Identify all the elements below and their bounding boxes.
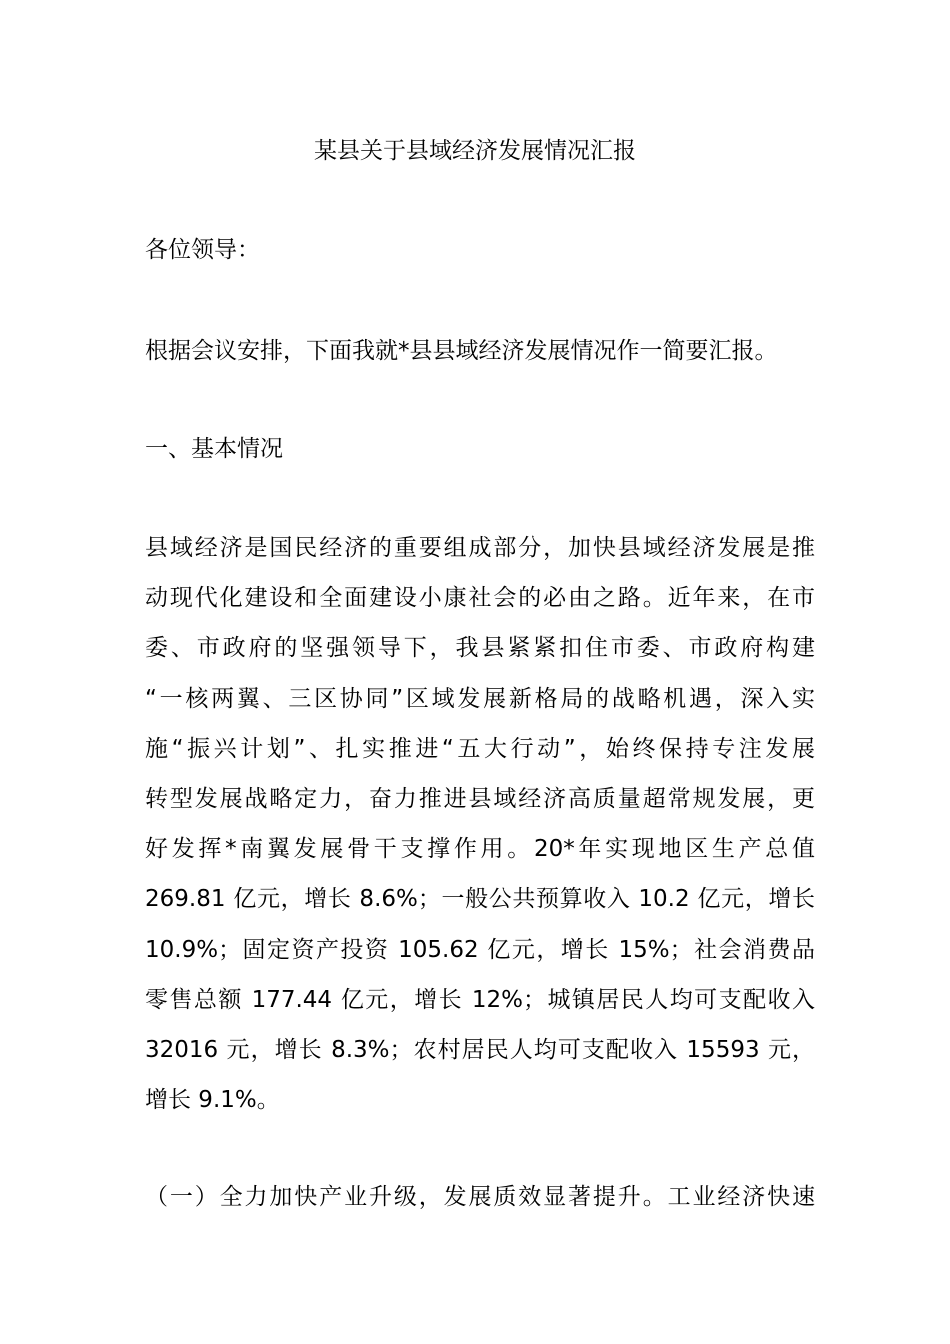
paragraph-line: 转型发展战略定力，奋力推进县域经济高质量超常规发展，更 [145,785,815,812]
paragraph-line: 10.9%；固定资产投资 105.62 亿元，增长 15%；社会消费品 [145,936,815,963]
subsection-paragraph [145,1172,815,1222]
paragraph-line: 好发挥*南翼发展骨干支撑作用。20*年实现地区生产总值 [145,836,815,863]
paragraph-line: 县域经济是国民经济的重要组成部分，加快县域经济发展是推 [145,535,815,561]
paragraph-line: 32016 元，增长 8.3%；农村居民人均可支配收入 15593 元， [145,1036,815,1063]
paragraph-line: （一）全力加快产业升级，发展质效显著提升。工业经济快速 [145,1184,815,1210]
paragraph-line: “一核两翼、三区协同”区域发展新格局的战略机遇，深入实 [145,685,815,712]
salutation: 各位领导： [145,237,260,263]
document-title: 某县关于县域经济发展情况汇报 [314,138,636,164]
section-heading: 一、基本情况 [145,436,283,462]
body-paragraph [145,523,815,1125]
paragraph-line: 269.81 亿元，增长 8.6%；一般公共预算收入 10.2 亿元，增长 [145,886,815,913]
paragraph-line: 委、市政府的坚强领导下，我县紧紧扣住市委、市政府构建 [145,635,815,662]
paragraph-line: 动现代化建设和全面建设小康社会的必由之路。近年来，在市 [145,585,815,612]
paragraph-line: 增长 9.1%。 [145,1087,280,1114]
intro-paragraph: 根据会议安排，下面我就*县县域经济发展情况作一简要汇报。 [145,338,778,364]
paragraph-line: 施“振兴计划”、扎实推进“五大行动”，始终保持专注发展 [145,735,815,762]
paragraph-line: 零售总额 177.44 亿元，增长 12%；城镇居民人均可支配收入 [145,986,815,1013]
